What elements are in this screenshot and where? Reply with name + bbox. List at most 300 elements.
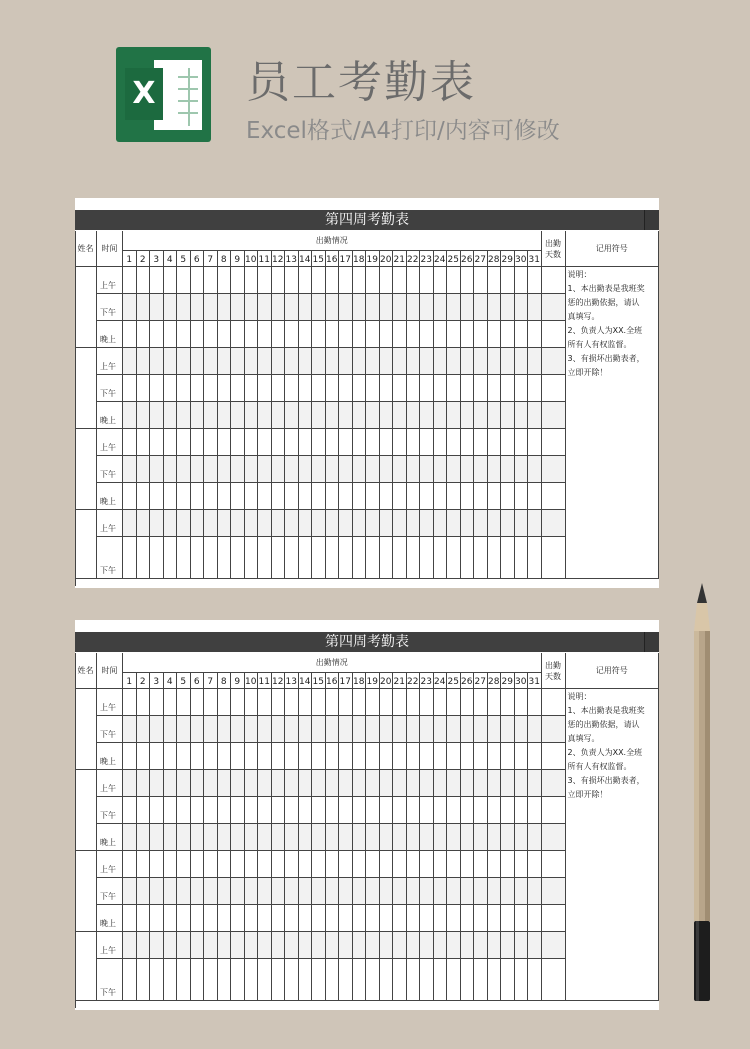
attendance-cell[interactable] <box>123 348 137 375</box>
attendance-cell[interactable] <box>501 878 515 905</box>
attendance-cell[interactable] <box>474 878 488 905</box>
attendance-cell[interactable] <box>447 294 461 321</box>
attendance-cell[interactable] <box>231 851 245 878</box>
attendance-cell[interactable] <box>150 402 164 429</box>
attendance-cell[interactable] <box>231 905 245 932</box>
attendance-cell[interactable] <box>272 429 286 456</box>
attendance-cell[interactable] <box>353 348 367 375</box>
attendance-cell[interactable] <box>258 716 272 743</box>
attendance-cell[interactable] <box>393 716 407 743</box>
attendance-cell[interactable] <box>231 510 245 537</box>
attendance-cell[interactable] <box>312 878 326 905</box>
attendance-cell[interactable] <box>353 851 367 878</box>
attendance-cell[interactable] <box>420 321 434 348</box>
attendance-cell[interactable] <box>299 743 313 770</box>
attendance-cell[interactable] <box>447 932 461 959</box>
attendance-cell[interactable] <box>231 321 245 348</box>
attendance-cell[interactable] <box>447 905 461 932</box>
attendance-cell[interactable] <box>285 824 299 851</box>
attendance-cell[interactable] <box>218 375 232 402</box>
attendance-cell[interactable] <box>447 267 461 294</box>
attendance-cell[interactable] <box>191 878 205 905</box>
attendance-cell[interactable] <box>434 743 448 770</box>
attendance-cell[interactable] <box>150 770 164 797</box>
attendance-cell[interactable] <box>393 689 407 716</box>
attendance-cell[interactable] <box>420 375 434 402</box>
attendance-cell[interactable] <box>339 510 353 537</box>
attendance-cell[interactable] <box>137 429 151 456</box>
attendance-cell[interactable] <box>434 267 448 294</box>
attendance-cell[interactable] <box>191 402 205 429</box>
attendance-cell[interactable] <box>137 375 151 402</box>
attendance-cell[interactable] <box>326 483 340 510</box>
attendance-cell[interactable] <box>231 878 245 905</box>
attendance-cell[interactable] <box>420 456 434 483</box>
attendance-cell[interactable] <box>474 905 488 932</box>
attendance-cell[interactable] <box>177 537 191 579</box>
attendance-cell[interactable] <box>137 932 151 959</box>
attendance-cell[interactable] <box>461 456 475 483</box>
attendance-cell[interactable] <box>312 510 326 537</box>
attendance-cell[interactable] <box>218 743 232 770</box>
attendance-cell[interactable] <box>353 878 367 905</box>
employee-name-cell[interactable] <box>75 510 97 579</box>
attendance-cell[interactable] <box>299 267 313 294</box>
employee-name-cell[interactable] <box>75 348 97 429</box>
attendance-cell[interactable] <box>164 537 178 579</box>
attendance-cell[interactable] <box>528 321 542 348</box>
attendance-cell[interactable] <box>339 716 353 743</box>
attendance-cell[interactable] <box>204 321 218 348</box>
attendance-cell[interactable] <box>231 375 245 402</box>
attendance-cell[interactable] <box>380 537 394 579</box>
attendance-cell[interactable] <box>528 959 542 1001</box>
attendance-cell[interactable] <box>474 375 488 402</box>
attendance-cell[interactable] <box>501 905 515 932</box>
attendance-cell[interactable] <box>272 537 286 579</box>
attendance-cell[interactable] <box>204 689 218 716</box>
attendance-cell[interactable] <box>420 429 434 456</box>
attendance-cell[interactable] <box>353 267 367 294</box>
attendance-cell[interactable] <box>380 770 394 797</box>
attendance-cell[interactable] <box>137 294 151 321</box>
attendance-cell[interactable] <box>380 824 394 851</box>
attendance-cell[interactable] <box>164 348 178 375</box>
attendance-cell[interactable] <box>434 824 448 851</box>
attendance-cell[interactable] <box>218 959 232 1001</box>
attendance-cell[interactable] <box>285 878 299 905</box>
attendance-cell[interactable] <box>123 851 137 878</box>
attendance-cell[interactable] <box>339 959 353 1001</box>
attendance-cell[interactable] <box>245 294 259 321</box>
attendance-cell[interactable] <box>447 402 461 429</box>
attendance-cell[interactable] <box>528 402 542 429</box>
attendance-cell[interactable] <box>407 402 421 429</box>
attendance-cell[interactable] <box>231 537 245 579</box>
attendance-cell[interactable] <box>366 743 380 770</box>
attendance-cell[interactable] <box>123 905 137 932</box>
attendance-cell[interactable] <box>204 824 218 851</box>
attendance-cell[interactable] <box>231 932 245 959</box>
days-count-cell[interactable] <box>542 321 566 348</box>
attendance-cell[interactable] <box>488 797 502 824</box>
attendance-cell[interactable] <box>407 689 421 716</box>
attendance-cell[interactable] <box>488 824 502 851</box>
attendance-cell[interactable] <box>380 294 394 321</box>
attendance-cell[interactable] <box>528 878 542 905</box>
attendance-cell[interactable] <box>150 959 164 1001</box>
attendance-cell[interactable] <box>447 770 461 797</box>
attendance-cell[interactable] <box>393 402 407 429</box>
attendance-cell[interactable] <box>191 294 205 321</box>
attendance-cell[interactable] <box>272 770 286 797</box>
attendance-cell[interactable] <box>488 348 502 375</box>
attendance-cell[interactable] <box>461 483 475 510</box>
attendance-cell[interactable] <box>488 537 502 579</box>
attendance-cell[interactable] <box>258 483 272 510</box>
attendance-cell[interactable] <box>515 537 529 579</box>
attendance-cell[interactable] <box>407 824 421 851</box>
attendance-cell[interactable] <box>137 402 151 429</box>
attendance-cell[interactable] <box>164 716 178 743</box>
attendance-cell[interactable] <box>204 483 218 510</box>
attendance-cell[interactable] <box>258 321 272 348</box>
attendance-cell[interactable] <box>272 851 286 878</box>
attendance-cell[interactable] <box>380 402 394 429</box>
attendance-cell[interactable] <box>528 537 542 579</box>
attendance-cell[interactable] <box>272 267 286 294</box>
attendance-cell[interactable] <box>474 294 488 321</box>
attendance-cell[interactable] <box>218 851 232 878</box>
attendance-cell[interactable] <box>299 689 313 716</box>
attendance-cell[interactable] <box>218 321 232 348</box>
attendance-cell[interactable] <box>366 510 380 537</box>
attendance-cell[interactable] <box>177 483 191 510</box>
attendance-cell[interactable] <box>515 510 529 537</box>
attendance-cell[interactable] <box>258 402 272 429</box>
attendance-cell[interactable] <box>474 743 488 770</box>
attendance-cell[interactable] <box>164 689 178 716</box>
attendance-cell[interactable] <box>123 456 137 483</box>
attendance-cell[interactable] <box>366 267 380 294</box>
attendance-cell[interactable] <box>299 537 313 579</box>
attendance-cell[interactable] <box>447 743 461 770</box>
attendance-cell[interactable] <box>528 510 542 537</box>
attendance-cell[interactable] <box>164 905 178 932</box>
attendance-cell[interactable] <box>407 429 421 456</box>
attendance-cell[interactable] <box>393 770 407 797</box>
attendance-cell[interactable] <box>204 429 218 456</box>
attendance-cell[interactable] <box>326 689 340 716</box>
attendance-cell[interactable] <box>204 402 218 429</box>
attendance-cell[interactable] <box>528 743 542 770</box>
attendance-cell[interactable] <box>339 294 353 321</box>
attendance-cell[interactable] <box>461 716 475 743</box>
attendance-cell[interactable] <box>285 321 299 348</box>
attendance-cell[interactable] <box>326 267 340 294</box>
attendance-cell[interactable] <box>326 878 340 905</box>
attendance-cell[interactable] <box>501 716 515 743</box>
attendance-cell[interactable] <box>407 267 421 294</box>
attendance-cell[interactable] <box>515 824 529 851</box>
attendance-cell[interactable] <box>528 824 542 851</box>
attendance-cell[interactable] <box>204 375 218 402</box>
attendance-cell[interactable] <box>420 483 434 510</box>
attendance-cell[interactable] <box>380 267 394 294</box>
attendance-cell[interactable] <box>299 716 313 743</box>
attendance-cell[interactable] <box>204 510 218 537</box>
attendance-cell[interactable] <box>150 456 164 483</box>
attendance-cell[interactable] <box>434 375 448 402</box>
attendance-cell[interactable] <box>380 959 394 1001</box>
attendance-cell[interactable] <box>272 689 286 716</box>
attendance-cell[interactable] <box>245 770 259 797</box>
attendance-cell[interactable] <box>272 824 286 851</box>
attendance-cell[interactable] <box>258 743 272 770</box>
attendance-cell[interactable] <box>326 375 340 402</box>
employee-name-cell[interactable] <box>75 851 97 932</box>
attendance-cell[interactable] <box>407 321 421 348</box>
days-count-cell[interactable] <box>542 348 566 375</box>
attendance-cell[interactable] <box>285 483 299 510</box>
attendance-cell[interactable] <box>407 348 421 375</box>
attendance-cell[interactable] <box>528 429 542 456</box>
attendance-cell[interactable] <box>312 716 326 743</box>
attendance-cell[interactable] <box>285 851 299 878</box>
attendance-cell[interactable] <box>407 797 421 824</box>
attendance-cell[interactable] <box>299 797 313 824</box>
attendance-cell[interactable] <box>447 321 461 348</box>
attendance-cell[interactable] <box>393 483 407 510</box>
attendance-cell[interactable] <box>258 348 272 375</box>
days-count-cell[interactable] <box>542 959 566 1001</box>
attendance-cell[interactable] <box>218 456 232 483</box>
attendance-cell[interactable] <box>218 824 232 851</box>
attendance-cell[interactable] <box>150 851 164 878</box>
attendance-cell[interactable] <box>312 770 326 797</box>
attendance-cell[interactable] <box>447 851 461 878</box>
attendance-cell[interactable] <box>326 294 340 321</box>
attendance-cell[interactable] <box>218 510 232 537</box>
attendance-cell[interactable] <box>285 348 299 375</box>
attendance-cell[interactable] <box>326 429 340 456</box>
days-count-cell[interactable] <box>542 402 566 429</box>
attendance-cell[interactable] <box>474 851 488 878</box>
attendance-cell[interactable] <box>312 959 326 1001</box>
attendance-cell[interactable] <box>474 267 488 294</box>
attendance-cell[interactable] <box>501 375 515 402</box>
attendance-cell[interactable] <box>339 483 353 510</box>
attendance-cell[interactable] <box>191 959 205 1001</box>
attendance-cell[interactable] <box>339 770 353 797</box>
attendance-cell[interactable] <box>434 429 448 456</box>
attendance-cell[interactable] <box>218 537 232 579</box>
attendance-cell[interactable] <box>339 878 353 905</box>
attendance-cell[interactable] <box>380 905 394 932</box>
attendance-cell[interactable] <box>177 375 191 402</box>
attendance-cell[interactable] <box>461 267 475 294</box>
days-count-cell[interactable] <box>542 689 566 716</box>
attendance-cell[interactable] <box>461 294 475 321</box>
attendance-cell[interactable] <box>123 689 137 716</box>
attendance-cell[interactable] <box>488 456 502 483</box>
attendance-cell[interactable] <box>231 743 245 770</box>
attendance-cell[interactable] <box>407 959 421 1001</box>
attendance-cell[interactable] <box>231 770 245 797</box>
attendance-cell[interactable] <box>353 375 367 402</box>
attendance-cell[interactable] <box>150 510 164 537</box>
attendance-cell[interactable] <box>366 689 380 716</box>
attendance-cell[interactable] <box>474 348 488 375</box>
attendance-cell[interactable] <box>272 878 286 905</box>
attendance-cell[interactable] <box>312 402 326 429</box>
attendance-cell[interactable] <box>434 932 448 959</box>
attendance-cell[interactable] <box>177 770 191 797</box>
attendance-cell[interactable] <box>366 294 380 321</box>
attendance-cell[interactable] <box>218 294 232 321</box>
attendance-cell[interactable] <box>312 321 326 348</box>
attendance-cell[interactable] <box>353 321 367 348</box>
attendance-cell[interactable] <box>326 851 340 878</box>
attendance-cell[interactable] <box>258 689 272 716</box>
attendance-cell[interactable] <box>501 294 515 321</box>
attendance-cell[interactable] <box>150 348 164 375</box>
days-count-cell[interactable] <box>542 824 566 851</box>
attendance-cell[interactable] <box>474 456 488 483</box>
attendance-cell[interactable] <box>488 905 502 932</box>
attendance-cell[interactable] <box>164 932 178 959</box>
attendance-cell[interactable] <box>461 375 475 402</box>
attendance-cell[interactable] <box>272 348 286 375</box>
attendance-cell[interactable] <box>272 797 286 824</box>
attendance-cell[interactable] <box>164 294 178 321</box>
attendance-cell[interactable] <box>218 770 232 797</box>
attendance-cell[interactable] <box>272 716 286 743</box>
attendance-cell[interactable] <box>447 429 461 456</box>
attendance-cell[interactable] <box>339 537 353 579</box>
attendance-cell[interactable] <box>285 932 299 959</box>
attendance-cell[interactable] <box>474 824 488 851</box>
attendance-cell[interactable] <box>177 429 191 456</box>
attendance-cell[interactable] <box>231 402 245 429</box>
attendance-cell[interactable] <box>434 294 448 321</box>
attendance-cell[interactable] <box>191 770 205 797</box>
attendance-cell[interactable] <box>245 824 259 851</box>
attendance-cell[interactable] <box>312 689 326 716</box>
attendance-cell[interactable] <box>380 716 394 743</box>
attendance-cell[interactable] <box>231 348 245 375</box>
attendance-cell[interactable] <box>191 267 205 294</box>
attendance-cell[interactable] <box>366 770 380 797</box>
attendance-cell[interactable] <box>366 878 380 905</box>
attendance-cell[interactable] <box>258 537 272 579</box>
attendance-cell[interactable] <box>434 510 448 537</box>
attendance-cell[interactable] <box>218 483 232 510</box>
attendance-cell[interactable] <box>366 932 380 959</box>
attendance-cell[interactable] <box>393 851 407 878</box>
attendance-cell[interactable] <box>258 932 272 959</box>
attendance-cell[interactable] <box>420 851 434 878</box>
attendance-cell[interactable] <box>177 905 191 932</box>
attendance-cell[interactable] <box>123 510 137 537</box>
attendance-cell[interactable] <box>218 689 232 716</box>
attendance-cell[interactable] <box>137 824 151 851</box>
attendance-cell[interactable] <box>245 375 259 402</box>
attendance-cell[interactable] <box>515 402 529 429</box>
attendance-cell[interactable] <box>420 294 434 321</box>
attendance-cell[interactable] <box>393 743 407 770</box>
attendance-cell[interactable] <box>123 375 137 402</box>
attendance-cell[interactable] <box>245 959 259 1001</box>
attendance-cell[interactable] <box>447 797 461 824</box>
attendance-cell[interactable] <box>393 932 407 959</box>
attendance-cell[interactable] <box>474 689 488 716</box>
attendance-cell[interactable] <box>420 878 434 905</box>
attendance-cell[interactable] <box>150 375 164 402</box>
attendance-cell[interactable] <box>407 770 421 797</box>
attendance-cell[interactable] <box>366 483 380 510</box>
attendance-cell[interactable] <box>501 959 515 1001</box>
attendance-cell[interactable] <box>177 456 191 483</box>
attendance-cell[interactable] <box>299 770 313 797</box>
attendance-cell[interactable] <box>447 959 461 1001</box>
attendance-cell[interactable] <box>204 267 218 294</box>
attendance-cell[interactable] <box>339 348 353 375</box>
attendance-cell[interactable] <box>461 510 475 537</box>
attendance-cell[interactable] <box>245 932 259 959</box>
attendance-cell[interactable] <box>177 267 191 294</box>
attendance-cell[interactable] <box>461 851 475 878</box>
attendance-cell[interactable] <box>528 348 542 375</box>
attendance-cell[interactable] <box>245 689 259 716</box>
attendance-cell[interactable] <box>285 537 299 579</box>
attendance-cell[interactable] <box>515 689 529 716</box>
attendance-cell[interactable] <box>218 932 232 959</box>
attendance-cell[interactable] <box>393 824 407 851</box>
attendance-cell[interactable] <box>312 483 326 510</box>
attendance-cell[interactable] <box>137 716 151 743</box>
attendance-cell[interactable] <box>272 483 286 510</box>
attendance-cell[interactable] <box>420 689 434 716</box>
attendance-cell[interactable] <box>218 267 232 294</box>
attendance-cell[interactable] <box>353 743 367 770</box>
attendance-cell[interactable] <box>258 851 272 878</box>
attendance-cell[interactable] <box>515 267 529 294</box>
attendance-cell[interactable] <box>191 375 205 402</box>
attendance-cell[interactable] <box>461 905 475 932</box>
attendance-cell[interactable] <box>285 510 299 537</box>
attendance-cell[interactable] <box>150 743 164 770</box>
attendance-cell[interactable] <box>380 851 394 878</box>
attendance-cell[interactable] <box>353 510 367 537</box>
attendance-cell[interactable] <box>218 797 232 824</box>
attendance-cell[interactable] <box>177 959 191 1001</box>
attendance-cell[interactable] <box>434 905 448 932</box>
attendance-cell[interactable] <box>191 429 205 456</box>
days-count-cell[interactable] <box>542 905 566 932</box>
attendance-cell[interactable] <box>461 770 475 797</box>
attendance-cell[interactable] <box>339 689 353 716</box>
attendance-cell[interactable] <box>245 878 259 905</box>
attendance-cell[interactable] <box>501 510 515 537</box>
attendance-cell[interactable] <box>258 375 272 402</box>
attendance-cell[interactable] <box>123 743 137 770</box>
attendance-cell[interactable] <box>177 797 191 824</box>
attendance-cell[interactable] <box>272 402 286 429</box>
attendance-cell[interactable] <box>326 402 340 429</box>
attendance-cell[interactable] <box>353 689 367 716</box>
attendance-cell[interactable] <box>218 878 232 905</box>
